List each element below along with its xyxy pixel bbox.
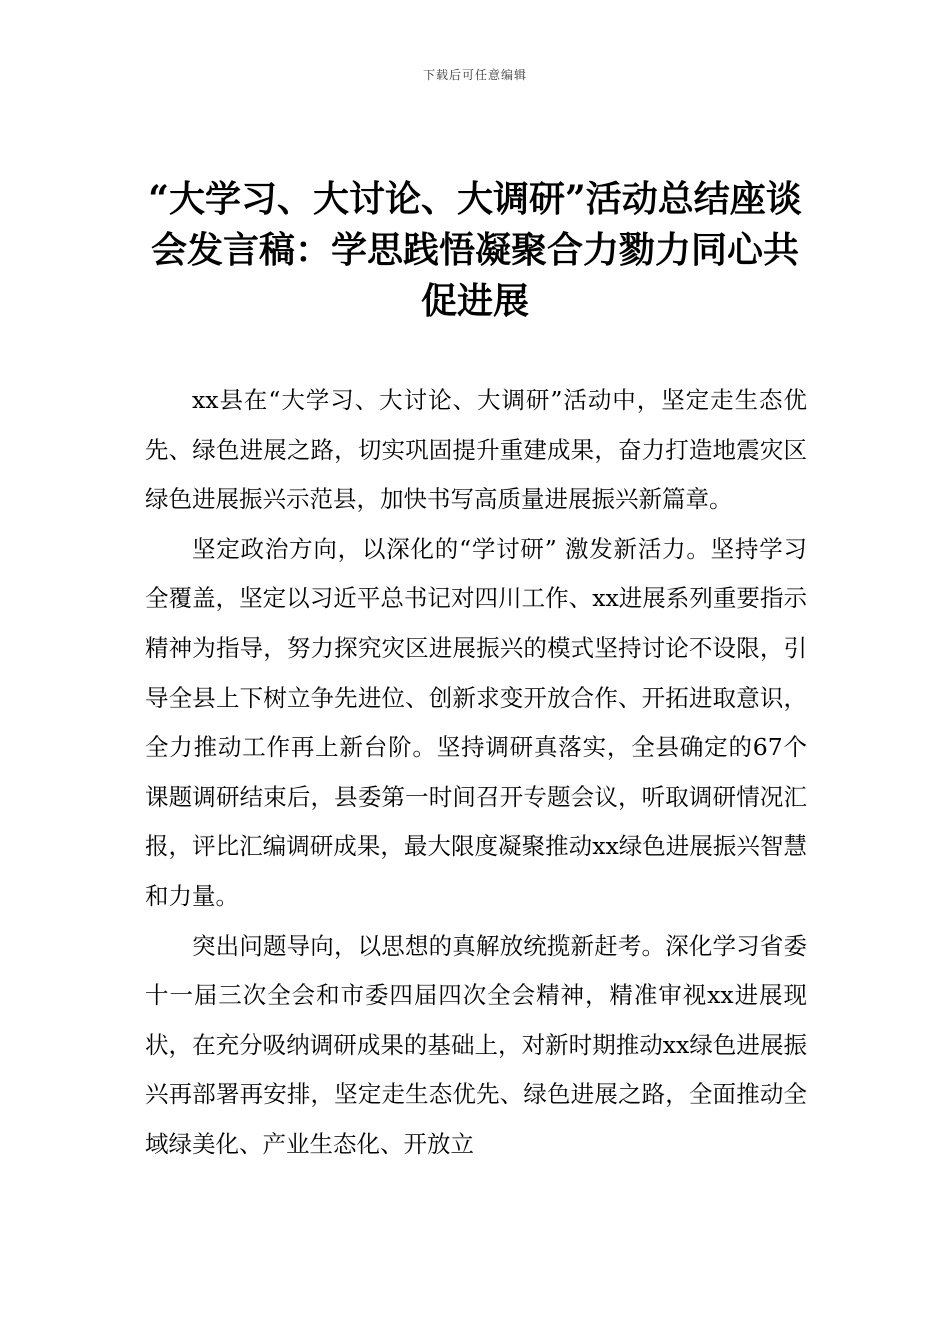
header-note: 下载后可任意编辑 [422,68,527,82]
paragraph-problem-orientation: 突出问题导向，以思想的真解放统揽新赶考。深化学习省委十一届三次全会和市委四届四次全会精神，精准审视xx进展现状，在充分吸纳调研成果的基础上，对新时期推动xx绿色进展振兴再部署再安排，坚定走生态优先、绿色进展之路，全面推动全域绿美化、产业生态化、开放立 [145,931,807,1158]
document-title [140,174,810,327]
title-line: 会发言稿：学思践悟凝聚合力勠力同心共 [150,229,799,271]
title-line: “大学习、大讨论、大调研”活动总结座谈 [148,178,802,220]
document-body [145,376,807,1170]
paragraph-political-direction: 坚定政治方向，以深化的“学讨研” 激发新活力。坚持学习全覆盖，坚定以习近平总书记对四川工作、xx进展系列重要指示精神为指导，努力探究灾区进展振兴的模式坚持讨论不设限，引导全县上下树立争先进位、创新求变开放合作、开拓进取意识，全力推动工作再上新台阶。坚持调研真落实，全县确定的67个课题调研结束后，县委第一时间召开专题会议，听取调研情况汇报，评比汇编调研成果，最大限度凝聚推动xx绿色进展振兴智慧和力量。 [145,534,807,910]
title-line: 促进展 [420,280,529,322]
paragraph-intro: xx县在“大学习、大讨论、大调研”活动中，坚定走生态优先、绿色进展之路，切实巩固提升重建成果，奋力打造地震灾区绿色进展振兴示范县，加快书写高质量进展振兴新篇章。 [145,386,807,514]
